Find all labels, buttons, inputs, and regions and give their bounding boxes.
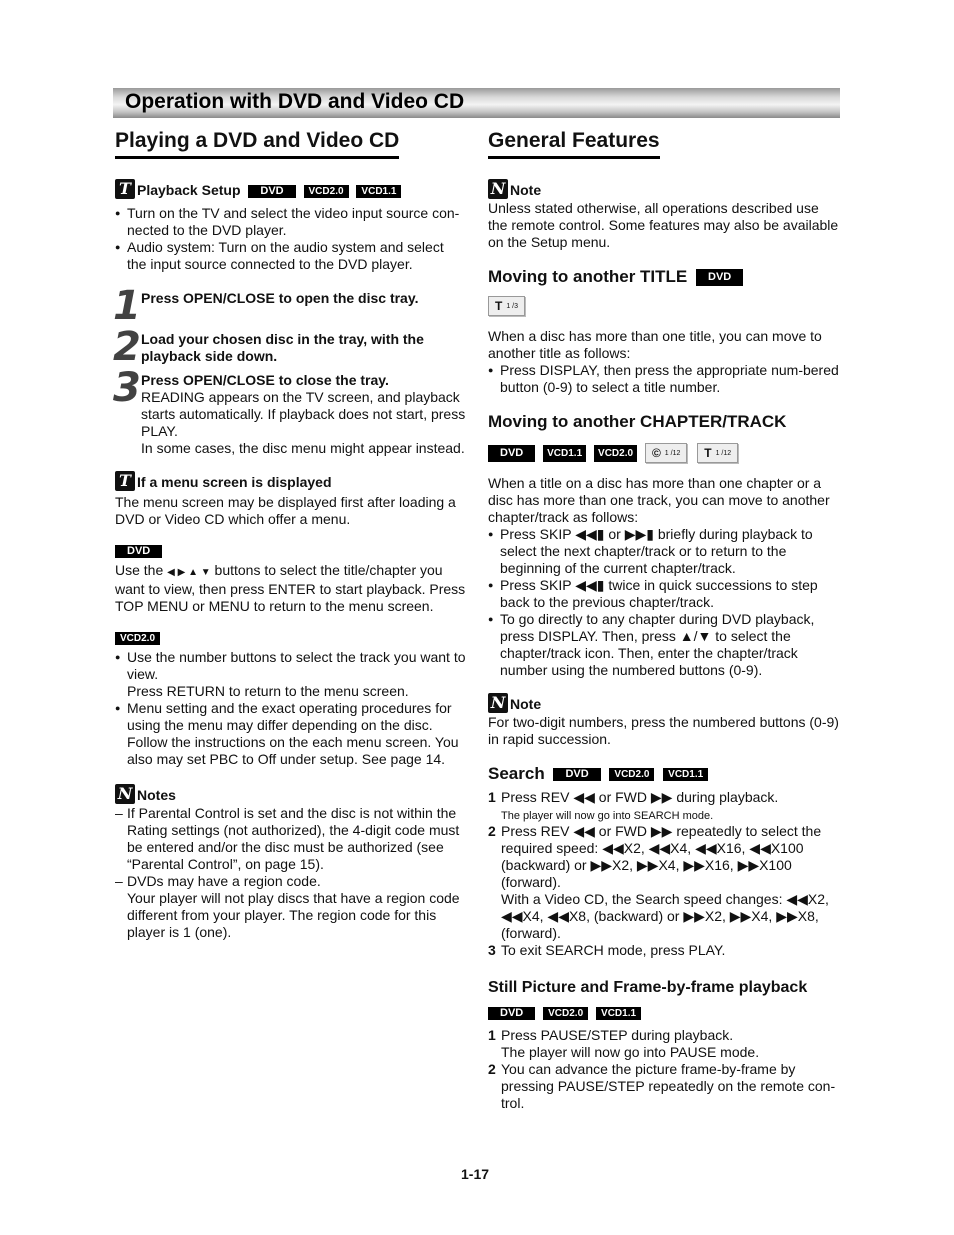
notes-list: [115, 805, 467, 941]
list-item: 1 Press PAUSE/STEP during playback. The player will now go into PAUSE mode.: [488, 1027, 760, 1060]
list-item: 1 Press REV ◀◀ or FWD ▶▶ during playback. The player will now go into SEARCH mode.: [488, 789, 779, 822]
list-item: ● Audio system: Turn on the audio system and select the input source connected to the DVD player.: [115, 239, 467, 273]
list-item: ● Turn on the TV and select the video input source con-nected to the DVD player.: [115, 205, 467, 239]
left-section-title: Playing a DVD and Video CD: [115, 128, 399, 159]
dvd-badge: DVD: [553, 768, 600, 781]
vcd20-badge: VCD2.0: [304, 185, 349, 198]
list-item: ● Press DISPLAY, then press the appropriate num-bered button (0-9) to select a title number.: [488, 362, 840, 396]
fast-forward-icon: ▶▶: [650, 789, 673, 805]
still-heading: Still Picture and Frame-by-frame playback: [488, 979, 808, 996]
skip-back-icon: ◀◀▮: [575, 526, 605, 542]
list-item: 2 You can advance the picture frame-by-frame by pressing PAUSE/STEP repeatedly on the remote con-trol.: [488, 1061, 836, 1111]
step-number: 2: [113, 324, 141, 370]
vcd11-badge: VCD1.1: [663, 768, 708, 781]
vcd20-badge: VCD2.0: [543, 1007, 588, 1020]
dvd-badge: DVD: [115, 545, 162, 558]
tip-icon: T: [115, 179, 135, 199]
list-item: ● To go directly to any chapter during DVD playback, press DISPLAY. Then, press ▲/▼ to select the chapter/track icon. Then, enter the chapter/track number using the numbered buttons (0-9).: [488, 611, 840, 679]
list-item: – If Parental Control is set and the disc is not within the Rating settings (not authorized), the 4-digit code must be entered and/or the disc must be authorized (see “Parental Control”, on page 15).: [115, 805, 467, 873]
arrow-keys-icon: ◀ ▶ ▲ ▼: [167, 567, 211, 578]
chapter-icon: ©: [651, 445, 661, 460]
playback-setup-heading: T Playback Setup DVD VCD2.0 VCD1.1: [115, 179, 467, 199]
dvd-badge: DVD: [696, 269, 743, 286]
vcd11-badge: VCD1.1: [596, 1007, 641, 1020]
banner-title: Operation with DVD and Video CD: [125, 90, 465, 113]
right-section-title: General Features: [488, 128, 660, 159]
rewind-icon: ◀◀: [573, 823, 595, 839]
title-section-heading: Moving to another TITLE DVD: [488, 266, 840, 288]
still-list: [488, 1027, 840, 1112]
note1-heading: N Note: [488, 179, 840, 199]
section-banner: [113, 88, 840, 118]
fast-forward-icon: ▶▶: [650, 823, 673, 839]
setup-list: [115, 205, 467, 273]
step-1: 1 Press OPEN/CLOSE to open the disc tray.: [113, 283, 419, 329]
still-badges: [488, 1004, 840, 1021]
dvd-menu-text: Use the ◀ ▶ ▲ ▼ buttons to select the title/chapter you want to view, then press ENTER to start playback. Press TOP MENU or MENU to return to the menu screen.: [115, 562, 466, 614]
title-text: When a disc has more than one title, you can move to another title as follows:: [488, 328, 822, 361]
list-item: 2 Press REV ◀◀ or FWD ▶▶ repeatedly to select the required speed: ◀◀X2, ◀◀X4, ◀◀X16, ◀◀X100 (backward) or ▶▶X2, ▶▶X4, ▶▶X16, ▶▶X100 (forward). With a Video CD, the Search speed changes: ◀◀X2, ◀◀X4, ◀◀X8, (backward) or ▶▶X2, ▶▶X4, ▶▶X8, (forward).: [488, 823, 829, 941]
vcd11-badge: VCD1.1: [543, 445, 586, 462]
chapter-intro: When a title on a disc has more than one chapter or a disc has more than one track, you can move to another chapter/track as follows:: [488, 475, 830, 525]
vcd20-badge: VCD2.0: [594, 445, 637, 462]
page-number: 1-17: [461, 1166, 490, 1182]
note1-text: Unless stated otherwise, all operations described use the remote control. Some features may also be available on the Setup menu.: [488, 200, 839, 250]
note-icon: N: [488, 179, 508, 199]
tip-icon: T: [115, 471, 135, 491]
vcd11-badge: VCD1.1: [356, 185, 401, 198]
vcd20-badge: VCD2.0: [115, 632, 160, 645]
list-item: 3 To exit SEARCH mode, press PLAY.: [488, 942, 726, 958]
menu-heading: T If a menu screen is displayed: [115, 471, 467, 491]
list-item: ● Press SKIP ◀◀▮ or ▶▶▮ briefly during playback to select the next chapter/track or to return to the beginning of the current chapter/track.: [488, 526, 840, 577]
rewind-icon: ◀◀: [573, 789, 595, 805]
search-heading: Search DVD VCD2.0 VCD1.1: [488, 763, 840, 785]
chapter-list: [488, 526, 840, 679]
list-item: ● Use the number buttons to select the track you want to view. Press RETURN to return to the menu screen.: [115, 649, 467, 700]
right-column: [488, 128, 840, 1112]
step-number: 3: [113, 365, 141, 411]
dvd-badge: DVD: [488, 445, 535, 462]
search-list: [488, 789, 840, 959]
note2-heading: N Note: [488, 693, 840, 713]
chapter-osd-display: © 1 /12: [645, 443, 687, 463]
note2-text: For two-digit numbers, press the numbered buttons (0-9) in rapid succession.: [488, 714, 839, 747]
title-osd-display: T 1 /3: [488, 296, 525, 316]
vcd20-badge: VCD2.0: [609, 768, 654, 781]
left-column: [115, 128, 467, 941]
menu-intro: The menu screen may be displayed first after loading a DVD or Video CD which offer a menu.: [115, 494, 456, 527]
step-3: 3 Press OPEN/CLOSE to close the tray. READING appears on the TV screen, and playback starts automatically. If playback does not start, press PLAY. In some cases, the disc menu might appear instead.: [113, 365, 466, 456]
list-item: ● Menu setting and the exact operating procedures for using the menu may differ depending on the disc. Follow the instructions on the each menu screen. You also may set PBC to Off under setup. See page 14.: [115, 700, 467, 768]
track-osd-display: T 1 /12: [697, 443, 738, 463]
note-icon: N: [488, 693, 508, 713]
note-icon: N: [115, 784, 135, 804]
up-down-icon: ▲/▼: [679, 628, 712, 644]
rewind-icon: ◀◀: [602, 840, 624, 856]
list-item: ● Press SKIP ◀◀▮ twice in quick successions to step back to the previous chapter/track.: [488, 577, 840, 611]
title-list: [488, 362, 840, 396]
title-icon: T: [704, 445, 712, 460]
notes-heading: N Notes: [115, 784, 467, 804]
title-icon: T: [495, 298, 503, 313]
list-item: – DVDs may have a region code. Your player will not play discs that have a region code different from your player. The region code for this player is 1 (one).: [115, 873, 467, 941]
chapter-section-heading: Moving to another CHAPTER/TRACK: [488, 412, 787, 431]
vcd-menu-list: [115, 649, 467, 768]
dvd-badge: DVD: [248, 185, 295, 198]
step-2: 2 Load your chosen disc in the tray, with the playback side down.: [113, 324, 424, 370]
step-number: 1: [113, 283, 141, 329]
dvd-badge: DVD: [488, 1007, 535, 1020]
skip-forward-icon: ▶▶▮: [624, 526, 654, 542]
chapter-badges: [488, 443, 840, 463]
skip-back-icon: ◀◀▮: [575, 577, 605, 593]
